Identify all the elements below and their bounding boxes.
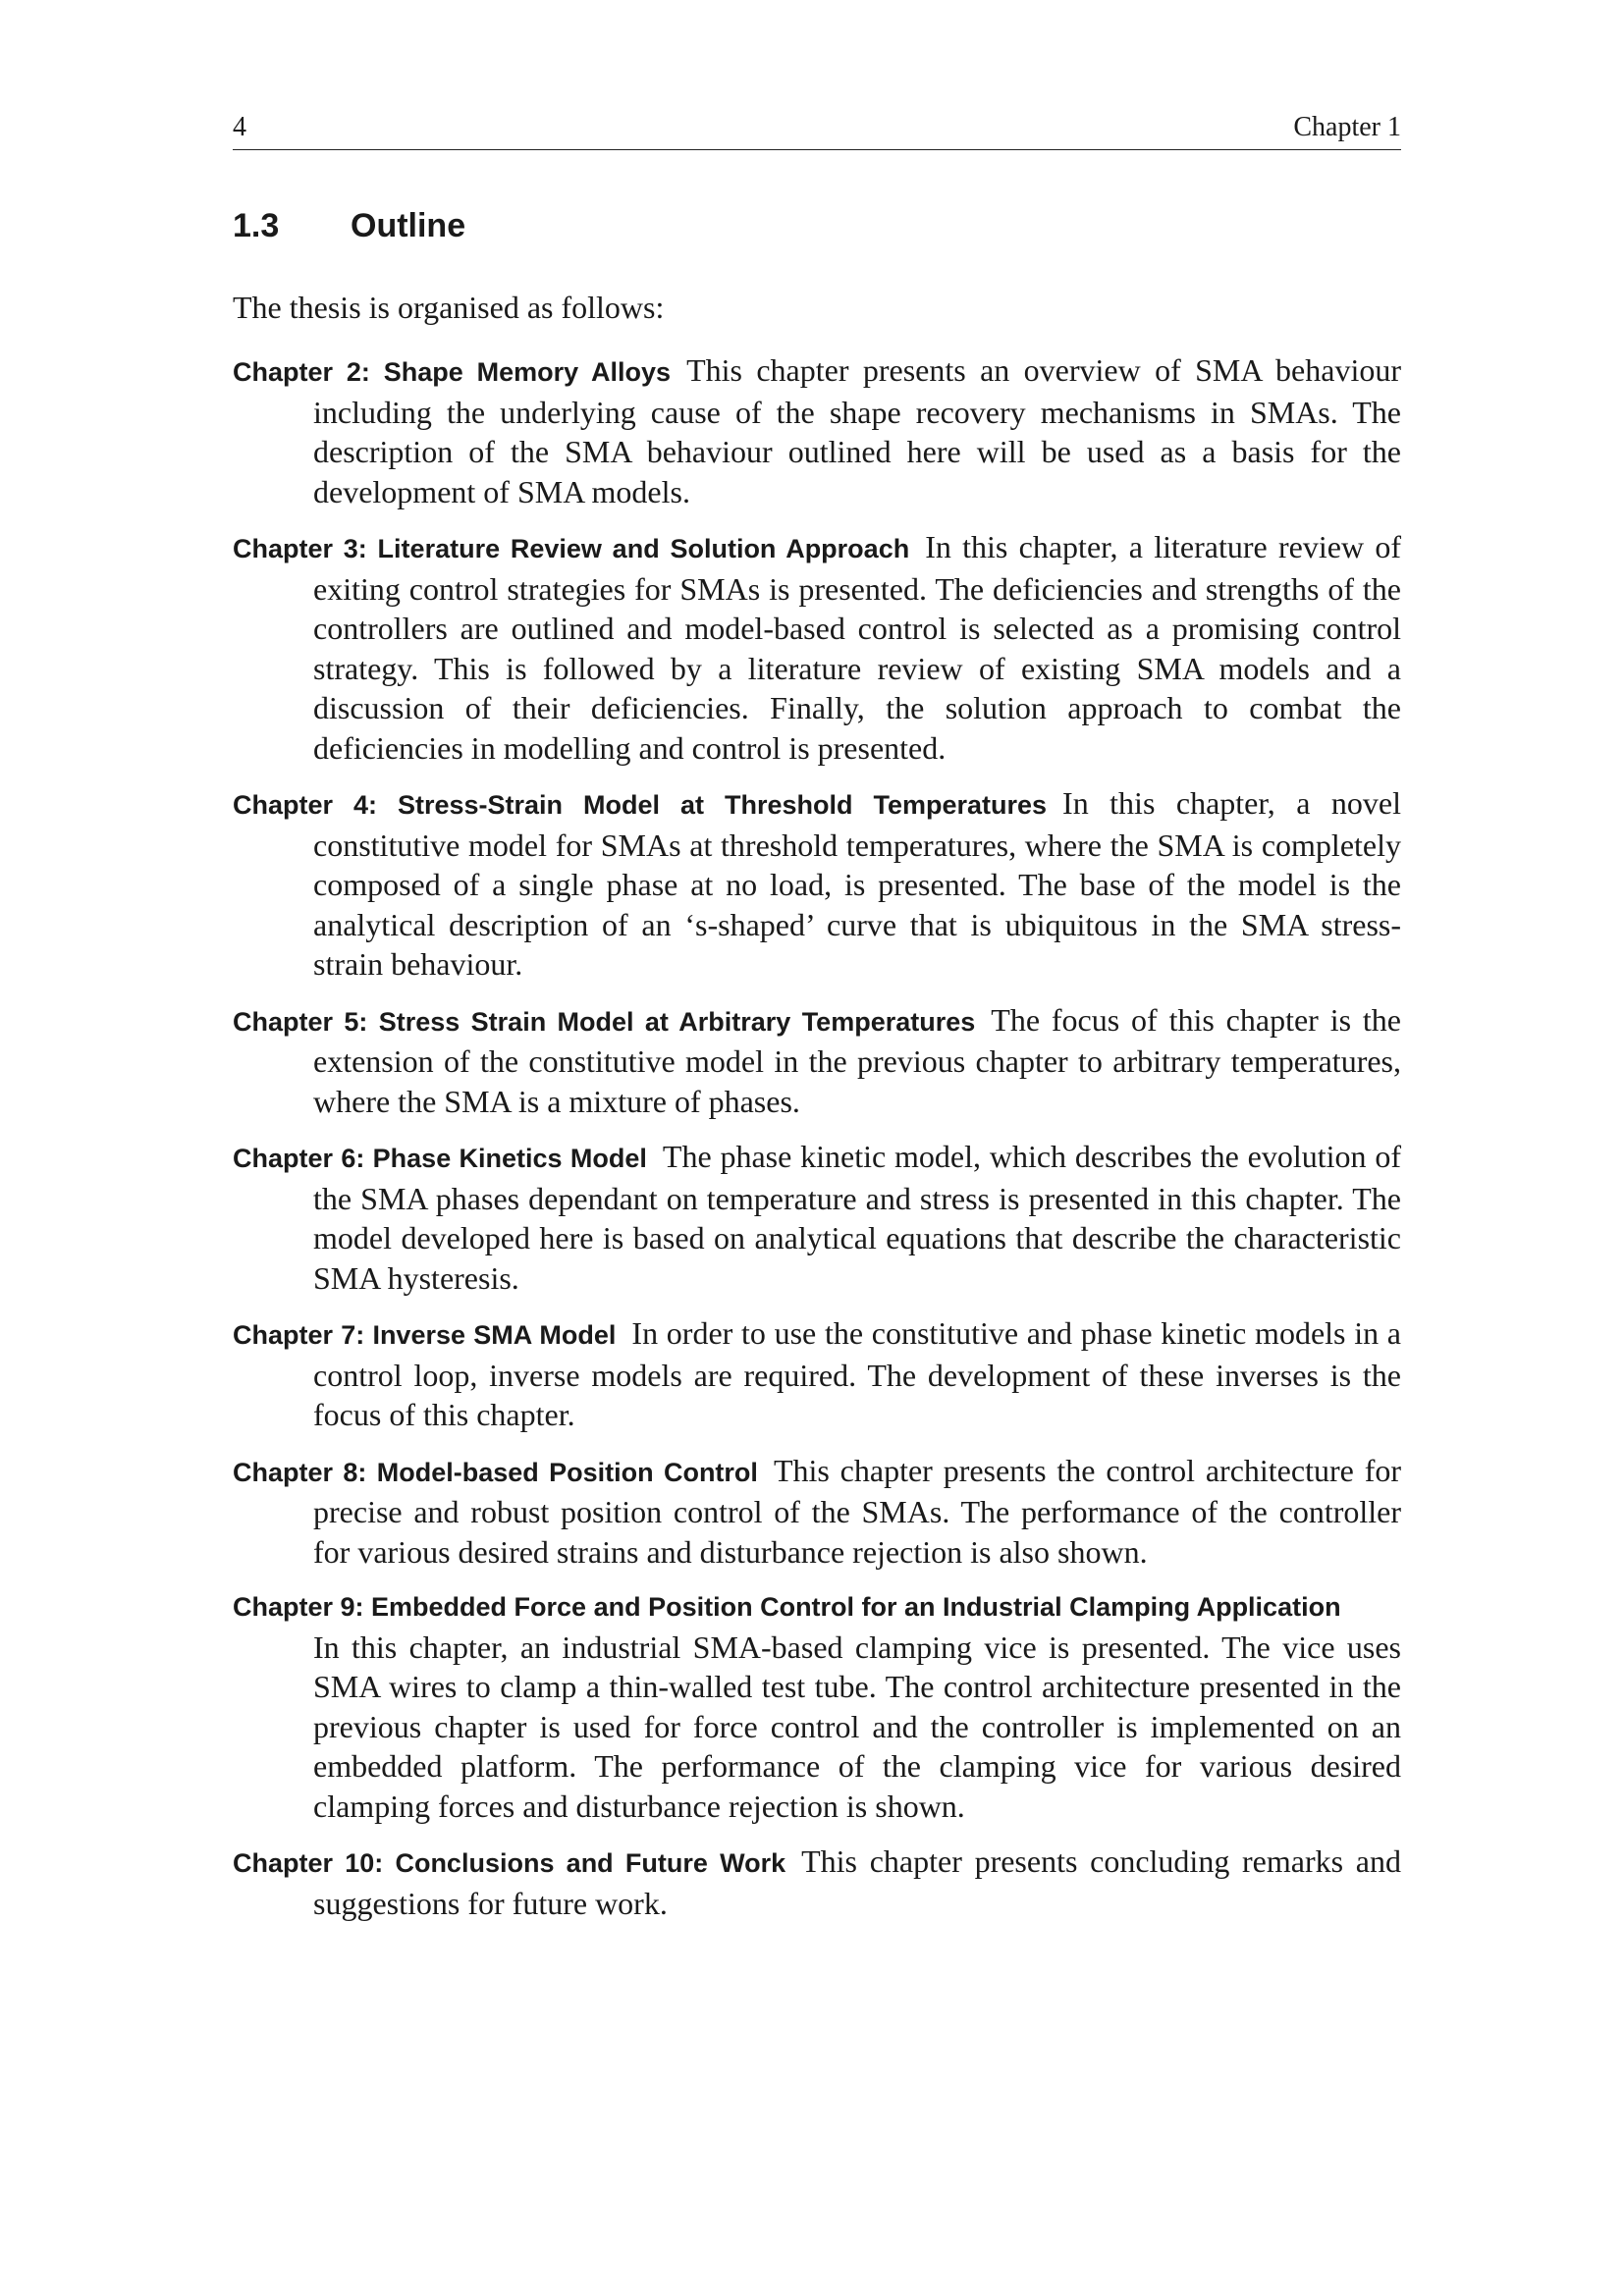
- outline-entry-chapter-10: [233, 1842, 1401, 1923]
- entry-description: In this chapter, a literature review of exiting control strategies for SMAs is presented. The deficiencies and strengths of the controllers are outlined and model-based control is selected as a promising control strategy. This is followed by a literature review of existing SMA models and a discussion of their deficiencies. Finally, the solution approach to combat the deficiencies in modelling and control is presented.: [313, 529, 1402, 766]
- entry-description: In this chapter, a novel constitutive model for SMAs at threshold temperatures, where the SMA is completely composed of a single phase at no load, is presented. The base of the model is the analytical description of an ‘s-shaped’ curve that is ubiquitous in the SMA stress-strain behaviour.: [313, 785, 1401, 982]
- page-number: 4: [233, 112, 246, 142]
- running-header: [233, 110, 1401, 150]
- entry-description: This chapter presents concluding remarks and suggestions for future work.: [313, 1843, 1402, 1921]
- entry-description: This chapter presents the control architecture for precise and robust position control of the SMAs. The performance of the controller for various desired strains and disturbance rejection is also shown.: [313, 1452, 1401, 1570]
- chapter-outline-list: [233, 350, 1401, 1939]
- outline-entry-chapter-7: [233, 1313, 1401, 1435]
- entry-description: In order to use the constitutive and phase kinetic models in a control loop, inverse models are required. The development of these inverses is the focus of this chapter.: [313, 1315, 1401, 1432]
- entry-description: This chapter presents an overview of SMA behaviour including the underlying cause of the shape recovery mechanisms in SMAs. The description of the SMA behaviour outlined here will be used as a basis for the development of SMA models.: [313, 352, 1402, 509]
- section-heading: [233, 204, 465, 247]
- entry-description: In this chapter, an industrial SMA-based clamping vice is presented. The vice uses SMA wires to clamp a thin-walled test tube. The control architecture presented in the previous chapter is used for force control and the controller is implemented on an embedded platform. The performance of the clamping vice for various desired clamping forces and disturbance rejection is shown.: [313, 1629, 1401, 1824]
- entry-label: Chapter 7: Inverse SMA Model: [233, 1320, 617, 1350]
- outline-entry-chapter-6: [233, 1137, 1401, 1298]
- outline-entry-chapter-5: [233, 1000, 1401, 1122]
- section-number: 1.3: [233, 207, 280, 244]
- outline-entry-chapter-2: [233, 350, 1401, 511]
- entry-label: Chapter 5: Stress Strain Model at Arbitrary Temperatures: [233, 1006, 976, 1037]
- entry-label: Chapter 2: Shape Memory Alloys: [233, 357, 672, 387]
- outline-entry-chapter-9: [233, 1587, 1401, 1826]
- entry-label: Chapter 3: Literature Review and Solution Approach: [233, 534, 910, 563]
- entry-description: The phase kinetic model, which describes the evolution of the SMA phases dependant on temperature and stress is presented in this chapter. The model developed here is based on analytical equations that describe the characteristic SMA hysteresis.: [313, 1139, 1402, 1296]
- entry-description: The focus of this chapter is the extension of the constitutive model in the previous chapter to arbitrary temperatures, where the SMA is a mixture of phases.: [313, 1001, 1401, 1119]
- outline-entry-chapter-3: [233, 527, 1401, 768]
- header-chapter-label: Chapter 1: [1293, 112, 1401, 142]
- entry-label: Chapter 4: Stress-Strain Model at Threshold Temperatures: [233, 790, 1048, 820]
- entry-label: Chapter 6: Phase Kinetics Model: [233, 1144, 647, 1173]
- outline-entry-chapter-8: [233, 1451, 1401, 1573]
- intro-paragraph: The thesis is organised as follows:: [233, 290, 665, 325]
- entry-label: Chapter 8: Model-based Position Control: [233, 1457, 758, 1487]
- outline-entry-chapter-4: [233, 783, 1401, 985]
- entry-label: Chapter 10: Conclusions and Future Work: [233, 1848, 786, 1878]
- entry-label: Chapter 9: Embedded Force and Position Control for an Industrial Clamping Application: [233, 1592, 1341, 1622]
- section-title: Outline: [351, 207, 466, 244]
